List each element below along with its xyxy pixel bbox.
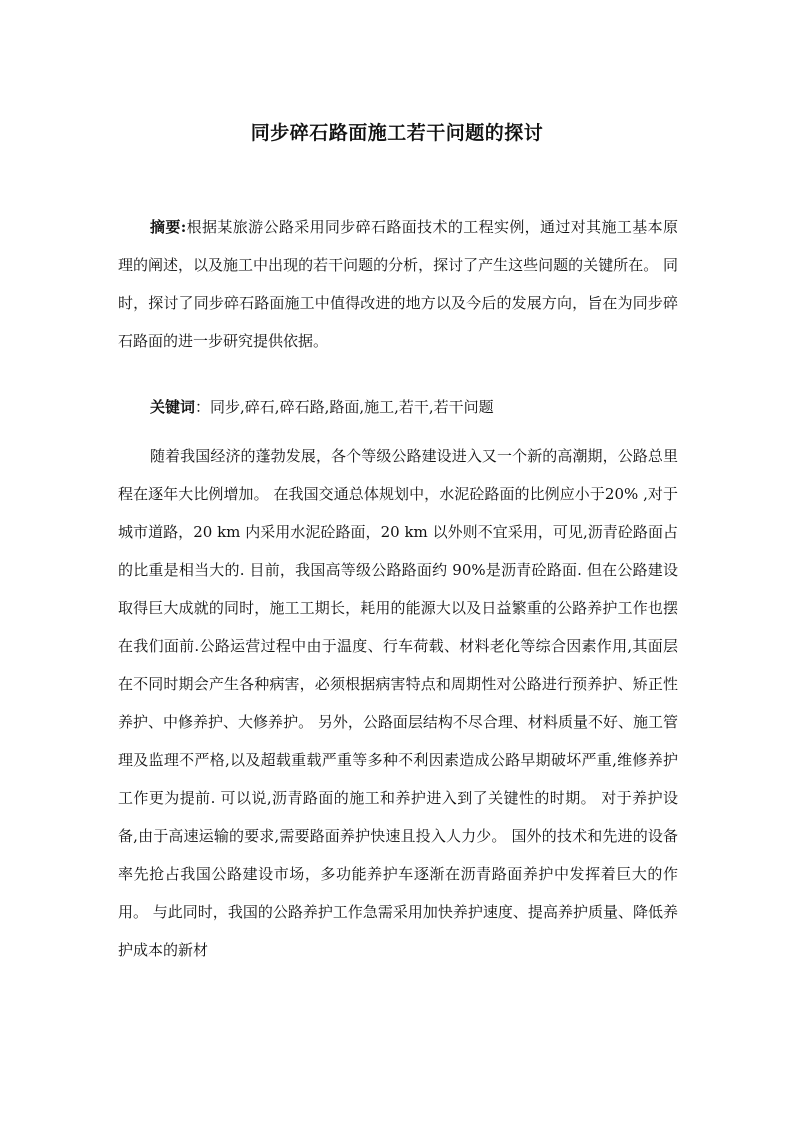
abstract-paragraph	[118, 208, 678, 360]
abstract-text: 根据某旅游公路采用同步碎石路面技术的工程实例，通过对其施工基本原理的阐述，以及施工中出现的若干问题的分析，探讨了产生这些问题的关键所在。 同时，探讨了同步碎石路面施工中值得改进的地方以及今后的发展方向，旨在为同步碎石路面的进一步研究提供依据。	[118, 218, 678, 350]
abstract-label	[150, 218, 186, 236]
abstract-separator: :	[180, 218, 187, 236]
keywords-separator: ：	[195, 398, 211, 416]
keywords-label: 关键词	[150, 398, 196, 416]
body-paragraph: 随着我国经济的蓬勃发展，各个等级公路建设进入又一个新的高潮期，公路总里程在逐年大比例增加。 在我国交通总体规划中，水泥砼路面的比例应小于20% ,对于城市道路，20 km 内采用水泥砼路面，20 km 以外则不宜采用，可见,沥青砼路面占的比重是相当大的. 目前，我国高等级公路路面约 90%是沥青砼路面. 但在公路建设取得巨大成就的同时，施工工期长，耗用的能源大以及日益繁重的公路养护工作也摆在我们面前.公路运营过程中由于温度、行车荷载、材料老化等综合因素作用,其面层在不同时期会产生各种病害，必须根据病害特点和周期性对公路进行预养护、矫正性养护、中修养护、大修养护。 另外，公路面层结构不尽合理、材料质量不好、施工管理及监理不严格,以及超载重载严重等多种不利因素造成公路早期破坏严重,维修养护工作更为提前. 可以说,沥青路面的施工和养护进入到了关键性的时期。 对于养护设备,由于高速运输的要求,需要路面养护快速且投入人力少。 国外的技术和先进的设备率先抢占我国公路建设市场，多功能养护车逐渐在沥青路面养护中发挥着巨大的作用。 与此同时，我国的公路养护工作急需采用加快养护速度、提高养护质量、降低养护成本的新材	[118, 447, 678, 959]
abstract-label-text: 摘要	[150, 218, 181, 236]
keywords-text: 同步,碎石,碎石路,路面,施工,若干,若干问题	[210, 398, 494, 416]
keywords-paragraph	[118, 388, 678, 426]
document-title: 同步碎石路面施工若干问题的探讨	[250, 122, 544, 144]
